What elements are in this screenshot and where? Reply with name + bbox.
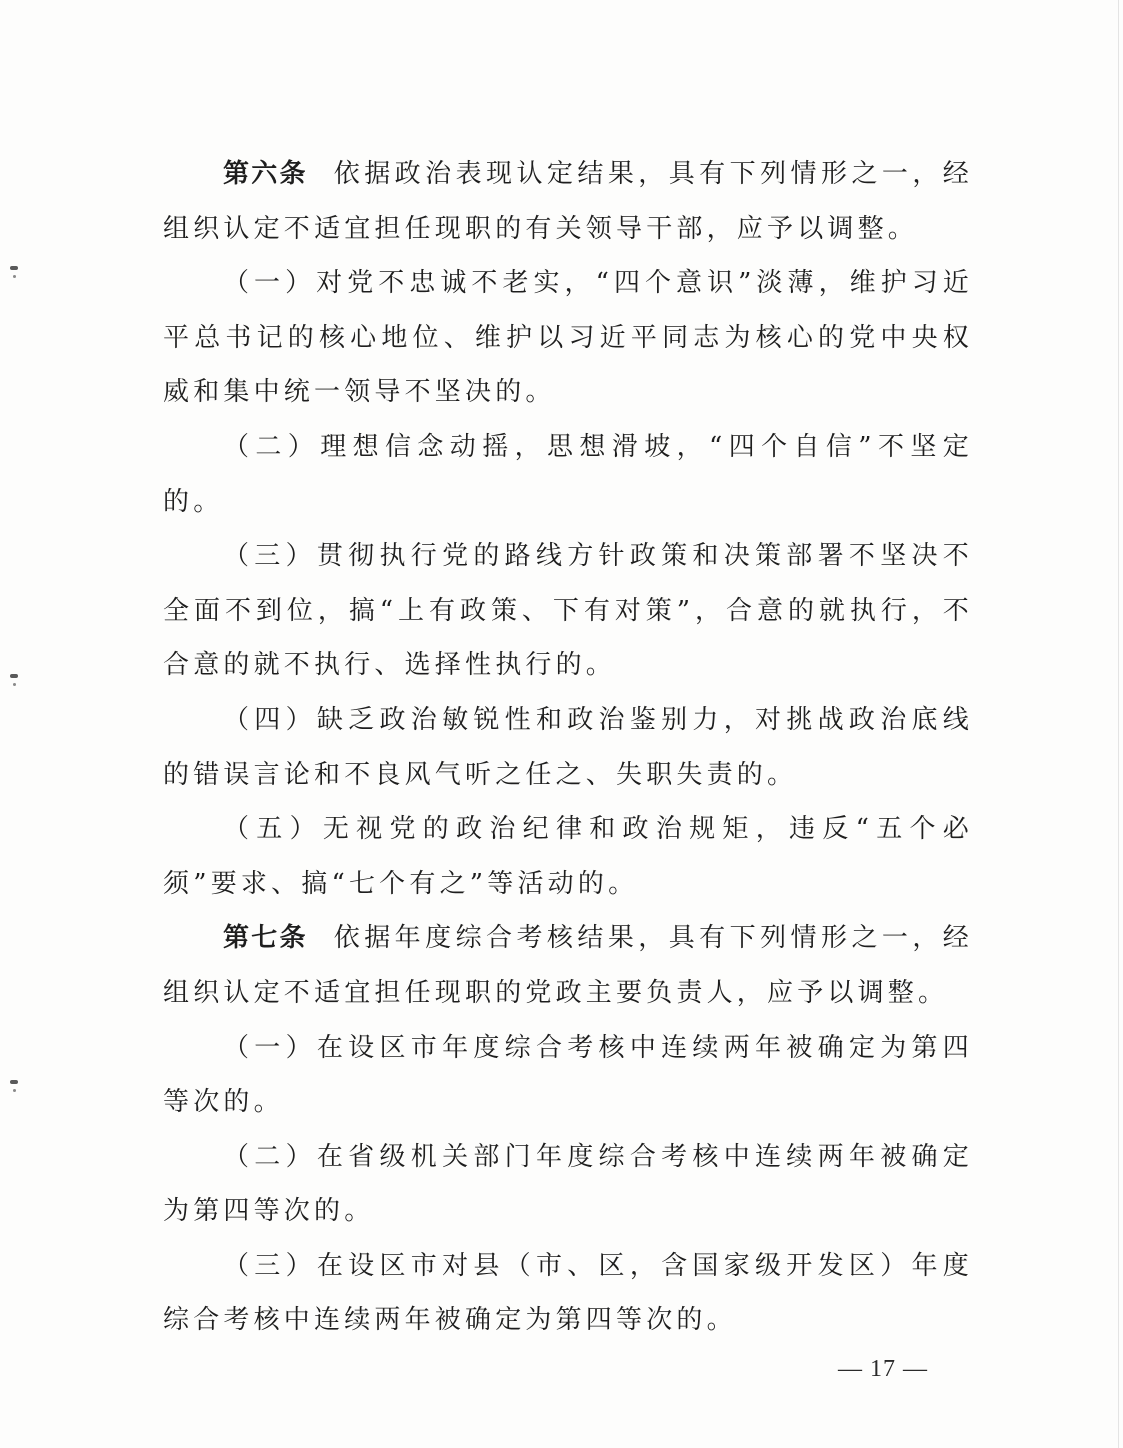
paragraph-text: 依据政治表现认定结果，具有下列情形之一，经组织认定不适宜担任现职的有关领导干部，应予以调整。 bbox=[163, 159, 973, 244]
article-heading: 第六条 bbox=[223, 159, 308, 189]
paragraph-text: （一）在设区市年度综合考核中连续两年被确定为第四等次的。 bbox=[163, 1032, 973, 1118]
paragraph-text: （五）无视党的政治纪律和政治规矩，违反“五个必须”要求、搞“七个有之”等活动的。 bbox=[163, 814, 973, 899]
article-7-item-1 bbox=[163, 1021, 973, 1130]
article-7-intro bbox=[163, 911, 973, 1020]
paragraph-text: （三）贯彻执行党的路线方针政策和决策部署不坚决不全面不到位，搞“上有政策、下有对策”，合意的就执行，不合意的就不执行、选择性执行的。 bbox=[163, 541, 973, 681]
document-body bbox=[163, 147, 973, 1348]
article-6-item-5 bbox=[163, 802, 973, 911]
article-7-item-2 bbox=[163, 1130, 973, 1239]
page-number: — 17 — bbox=[838, 1356, 928, 1382]
paragraph-text: （二）在省级机关部门年度综合考核中连续两年被确定为第四等次的。 bbox=[163, 1141, 973, 1227]
paragraph-text: （二）理想信念动摇，思想滑坡，“四个自信”不坚定的。 bbox=[163, 431, 973, 517]
paragraph-text: （一）对党不忠诚不老实，“四个意识”淡薄，维护习近平总书记的核心地位、维护以习近平同志为核心的党中央权威和集中统一领导不坚决的。 bbox=[163, 268, 973, 408]
article-6-item-3 bbox=[163, 529, 973, 693]
paragraph-text: （三）在设区市对县（市、区，含国家级开发区）年度综合考核中连续两年被确定为第四等次的。 bbox=[163, 1250, 973, 1336]
article-6-item-4 bbox=[163, 693, 973, 802]
paragraph-text: 依据年度综合考核结果，具有下列情形之一，经组织认定不适宜担任现职的党政主要负责人，应予以调整。 bbox=[163, 923, 973, 1008]
article-7-item-3 bbox=[163, 1239, 973, 1348]
page-edge-line bbox=[1118, 0, 1119, 1448]
binding-hole-mark bbox=[10, 674, 18, 678]
paragraph-text: （四）缺乏政治敏锐性和政治鉴别力，对挑战政治底线的错误言论和不良风气听之任之、失职失责的。 bbox=[163, 704, 973, 790]
article-6-intro bbox=[163, 147, 973, 256]
article-heading: 第七条 bbox=[223, 923, 308, 954]
binding-hole-mark bbox=[10, 266, 18, 270]
binding-hole-mark bbox=[10, 1080, 18, 1084]
article-6-item-2 bbox=[163, 420, 973, 529]
article-6-item-1 bbox=[163, 256, 973, 420]
